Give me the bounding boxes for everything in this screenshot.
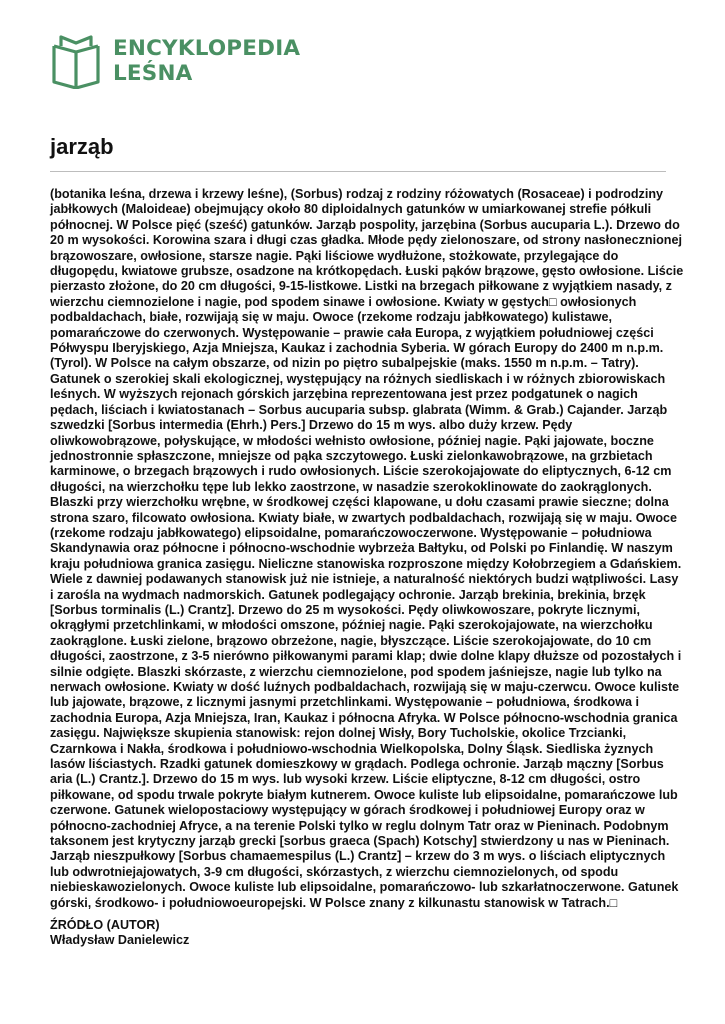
article-line: 20 m wysokości. Korowina szara i długi czas gładka. Młode pędy zielonoszare, od strony nasłonecznionej bbox=[50, 233, 682, 248]
page-title: jarząb bbox=[50, 134, 114, 159]
article-line: brązowoszare, owłosione, starsze nagie. Pąki liściowe wydłużone, stożkowate, przylegające do bbox=[50, 248, 619, 263]
article-line: lub odwrotniejajowatych, 3-9 cm długości, skórzastych, z wierzchu ciemnozielonych, od spodu bbox=[50, 864, 619, 879]
article-line: Jarząb nieszpułkowy [Sorbus chamaemespilus (L.) Crantz] – krzew do 3 m wys. o liściach eliptycznych bbox=[50, 849, 666, 864]
article-line: oliwkowobrązowe, połyskujące, w młodości wełnisto owłosione, później nagie. Pąki jajowate, boczne bbox=[50, 433, 654, 448]
article-line: jabłkowych (Maloideae) obejmujący około 80 diploidalnych gatunków w umiarkowanej strefie półkuli bbox=[50, 202, 652, 217]
article-line: (botanika leśna, drzewa i krzewy leśne), (Sorbus) rodzaj z rodziny różowatych (Rosaceae) i podrodziny bbox=[50, 187, 664, 201]
brand-line-1: ENCYKLOPEDIA bbox=[113, 36, 301, 61]
article-line: północnej. W Polsce pięć (sześć) gatunków. Jarząb pospolity, jarzębina (Sorbus aucuparia L.). Drzewo do bbox=[50, 217, 680, 232]
article-line: Wiele z dawniej podawanych stanowisk już nie istnieje, a naturalność niektórych budzi wątpliwości. Lasy bbox=[50, 572, 679, 587]
article-body bbox=[50, 187, 684, 911]
article-line: szwedzki [Sorbus intermedia (Ehrh.) Pers.] Drzewo do 15 m wys. albo duży krzew. Pędy bbox=[50, 418, 573, 433]
article-line: pierzasto złożone, do 20 cm długości, 9-15-listkowe. Listki na brzegach piłkowane z wyjątkiem nasady, z bbox=[50, 279, 672, 294]
article-line: długopędu, kwiatowe grubsze, osadzone na krótkopędach. Łuski pąków brązowe, gęsto owłosione. Liście bbox=[50, 264, 684, 279]
article-paragraph bbox=[50, 187, 684, 911]
article-line: taksonem jest krytyczny jarząb grecki [sorbus graeca (Spach) Kotschy] stwierdzony u nas w Pieninach. bbox=[50, 834, 670, 849]
article-line: silnie odgięte. Blaszki skórzaste, z wierzchu ciemnozielone, pod spodem jaśniejsze, nagie lub tylko na bbox=[50, 664, 662, 679]
article-line: (Tyrol). W Polsce na całym obszarze, od nizin po piętro subalpejskie (maks. 1550 m n.p.m. – Tatry). bbox=[50, 356, 639, 371]
article-line: Blaszki przy wierzchołku wrębne, w środkowej części klapowane, u dołu czasami prawie sieczne; dolna bbox=[50, 495, 669, 510]
article-line: okrągłymi przetchlinkami, w młodości omszone, później nagie. Pąki szerokojajowate, na wierzchołku bbox=[50, 618, 653, 633]
article-line: kraju południowa granica zasięgu. Nieliczne stanowiska rozproszone między Kołobrzegiem a Gdańskiem. bbox=[50, 556, 682, 571]
article-line: Półwyspu Iberyjskiego, Azja Mniejsza, Kaukaz i zachodnia Syberia. W górach Europy do 2400 m n.p.m. bbox=[50, 341, 664, 356]
article-line: i zarośla na wydmach nadmorskich. Gatunek podlegający ochronie. Jarząb brekinia, brekinia, brzęk bbox=[50, 587, 646, 602]
site-logo-text[interactable] bbox=[113, 36, 300, 86]
article-line: leśnych. W wyższych rejonach górskich jarzębina reprezentowana jest przez podgatunek o nagich bbox=[50, 387, 638, 402]
article-line: Skandynawia oraz północne i północno-wschodnie wybrzeża Bałtyku, od Polski po Finlandię. W naszym bbox=[50, 541, 673, 556]
article-line: piłkowane, od spodu trwale pokryte białym kutnerem. Owoce kuliste lub elipsoidalne, pomarańczowe lub bbox=[50, 787, 678, 802]
article-line: zachodnia Europa, Azja Mniejsza, Iran, Kaukaz i północna Afryka. W Polsce północno-wschodnia granica bbox=[50, 710, 678, 725]
article-line: niebieskawozielonych. Owoce kuliste lub elipsoidalne, pomarańczowo- lub szkarłatnoczerwone. Gatunek bbox=[50, 880, 679, 895]
article-line: (rzekome rodzaju jabłkowatego) elipsoidalne, pomarańczowoczerwone. Występowanie – południowa bbox=[50, 525, 652, 540]
article-line: zasięgu. Największe skupienia stanowisk: rejon dolnej Wisły, Bory Tucholskie, okolice Trzcianki, bbox=[50, 726, 627, 741]
source-author: Władysław Danielewicz bbox=[50, 933, 190, 948]
article-line: lub jajowate, brązowe, z licznymi jasnymi przetchlinkami. Występowanie – południowa, środkowa i bbox=[50, 695, 640, 710]
article-line: długości, na wierzchołku tępe lub lekko zaostrzone, w nasadzie szerokoklinowate do zaokrąglonych. bbox=[50, 479, 652, 494]
article-line: pędach, liściach i kwiatostanach – Sorbus aucuparia subsp. glabrata (Wimm. & Grab.) Cajander. Jarząb bbox=[50, 402, 668, 417]
article-line: północno-zachodniej Afryce, a na terenie Polski tylko w reglu dolnym Tatr oraz w Pieninach. Podobnym bbox=[50, 818, 669, 833]
article-line: wierzchu ciemnozielone i nagie, pod spodem sinawe i owłosione. Kwiaty w gęstych□ owłosionych bbox=[50, 294, 637, 309]
title-divider bbox=[50, 171, 666, 172]
site-header bbox=[52, 33, 300, 89]
article-line: jednostronnie spłaszczone, mniejsze od pąka szczytowego. Łuski zielonkawobrązowe, na grzbietach bbox=[50, 448, 653, 463]
article-line: lasów liściastych. Rzadki gatunek domieszkowy w grądach. Podlega ochronie. Jarząb mączny [Sorbus bbox=[50, 757, 664, 772]
article-line: zaokrąglone. Łuski zielone, brązowo obrzeżone, nagie, błyszczące. Liście szerokojajowate, do 10 cm bbox=[50, 633, 652, 648]
article-line: podbaldachach, białe, rozwijają się w maju. Owoce (rzekome rodzaju jabłkowatego) kulistawe, bbox=[50, 310, 612, 325]
brand-line-2: LEŚNA bbox=[113, 61, 193, 86]
article-line: Gatunek o szerokiej skali ekologicznej, występujący na różnych siedliskach i w różnych zbiorowiskach bbox=[50, 371, 666, 386]
article-line: czerwone. Gatunek wielopostaciowy występujący w górach środkowej i południowej Europy oraz w bbox=[50, 803, 645, 818]
source-section bbox=[50, 918, 189, 949]
article-line: nerwach owłosione. Kwiaty w dość luźnych podbaldachach, rozwijają się w maju-czerwcu. Owoce kuliste bbox=[50, 680, 680, 694]
article-line: pomarańczowe do czerwonych. Występowanie – prawie cała Europa, z wyjątkiem południowej części bbox=[50, 325, 654, 340]
article-line: karminowe, o brzegach brązowych i rudo owłosionych. Liście szerokojajowate do eliptycznych, 6-12 cm bbox=[50, 464, 672, 479]
open-book-logo-icon bbox=[52, 33, 100, 89]
article-line: Czarnkowa i Nakła, środkowa i południowo-wschodnia Wielkopolska, Dolny Śląsk. Siedliska żyznych bbox=[50, 741, 654, 756]
article-line: aria (L.) Crantz.]. Drzewo do 15 m wys. lub wysoki krzew. Liście eliptyczne, 8-12 cm długości, ostro bbox=[50, 772, 641, 787]
article-line: [Sorbus torminalis (L.) Crantz]. Drzewo do 25 m wysokości. Pędy oliwkowoszare, pokryte licznymi, bbox=[50, 602, 640, 617]
source-label: ŹRÓDŁO (AUTOR) bbox=[50, 918, 160, 932]
article-line: długości, zaostrzone, z 3-5 nierówno piłkowanymi parami klap; dwie dolne klapy dłuższe od pozostałych i bbox=[50, 649, 682, 664]
article-line: górski, środkowo- i południowoeuropejski. W Polsce znany z kilkunastu stanowisk w Tatrach.□ bbox=[50, 895, 618, 910]
article-line: strona szaro, filcowato owłosiona. Kwiaty białe, w zwartych podbaldachach, rozwijają się w maju. Owoce bbox=[50, 510, 678, 525]
